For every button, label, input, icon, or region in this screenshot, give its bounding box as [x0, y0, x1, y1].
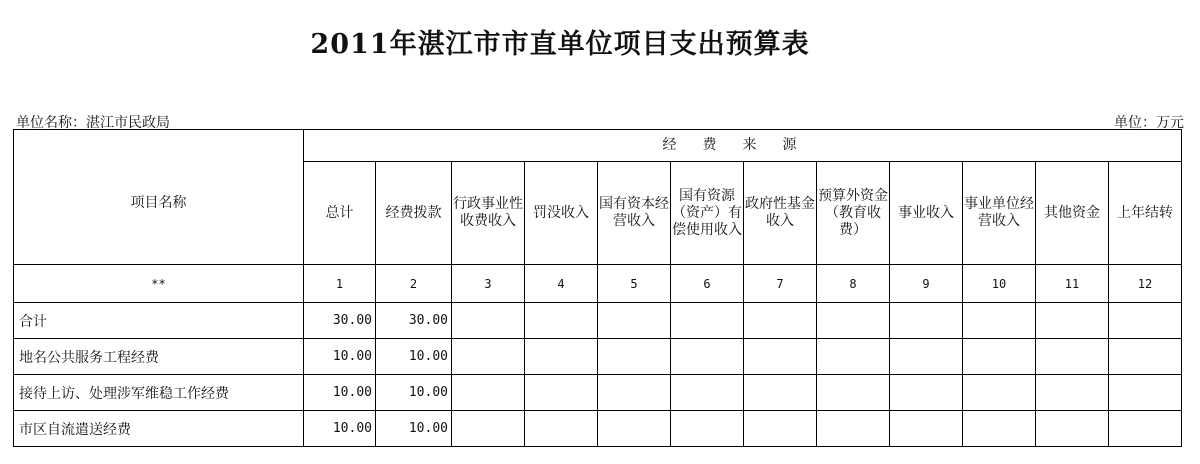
project-name-header: 项目名称 [14, 130, 304, 265]
index-number: 2 [376, 265, 452, 303]
index-number: 5 [598, 265, 671, 303]
row-funding: 10.00 [376, 375, 452, 411]
col-header-carryover: 上年结转 [1109, 162, 1182, 265]
index-row [14, 265, 1182, 303]
index-number: 11 [1036, 265, 1109, 303]
index-number: 4 [525, 265, 598, 303]
currency-unit-label: 单位：万元 [1114, 115, 1184, 131]
row-total: 30.00 [304, 303, 376, 339]
row-total: 10.00 [304, 339, 376, 375]
row-funding: 10.00 [376, 411, 452, 447]
col-header-unit-operating: 事业单位经营收入 [963, 162, 1036, 265]
col-header-gov-fund: 政府性基金收入 [744, 162, 817, 265]
row-total: 10.00 [304, 411, 376, 447]
col-header-state-resources: 国有资源（资产）有偿使用收入 [671, 162, 744, 265]
index-label: ** [14, 265, 304, 303]
col-header-other-funds: 其他资金 [1036, 162, 1109, 265]
table-row [14, 375, 1182, 411]
index-number: 1 [304, 265, 376, 303]
col-header-extra-budget: 预算外资金（教育收费） [817, 162, 890, 265]
row-name: 合计 [14, 303, 304, 339]
funding-source-header: 经费来源 [304, 130, 1182, 162]
index-number: 8 [817, 265, 890, 303]
page-title: 2011年湛江市市直单位项目支出预算表 [310, 29, 810, 60]
col-header-state-capital: 国有资本经营收入 [598, 162, 671, 265]
row-total: 10.00 [304, 375, 376, 411]
index-number: 12 [1109, 265, 1182, 303]
table-row [14, 411, 1182, 447]
row-name: 接待上访、处理涉军维稳工作经费 [14, 375, 304, 411]
col-header-total: 总计 [304, 162, 376, 265]
row-funding: 10.00 [376, 339, 452, 375]
budget-table [13, 129, 1182, 447]
index-number: 9 [890, 265, 963, 303]
index-number: 6 [671, 265, 744, 303]
row-name: 市区自流遣送经费 [14, 411, 304, 447]
table-row [14, 303, 1182, 339]
index-number: 10 [963, 265, 1036, 303]
header-row-source [14, 130, 1182, 162]
col-header-business-income: 事业收入 [890, 162, 963, 265]
row-funding: 30.00 [376, 303, 452, 339]
index-number: 7 [744, 265, 817, 303]
col-header-fund-allocation: 经费拨款 [376, 162, 452, 265]
row-name: 地名公共服务工程经费 [14, 339, 304, 375]
index-number: 3 [452, 265, 525, 303]
unit-name-label: 单位名称：湛江市民政局 [16, 115, 170, 131]
table-row [14, 339, 1182, 375]
col-header-fines: 罚没收入 [525, 162, 598, 265]
col-header-admin-fees: 行政事业性收费收入 [452, 162, 525, 265]
